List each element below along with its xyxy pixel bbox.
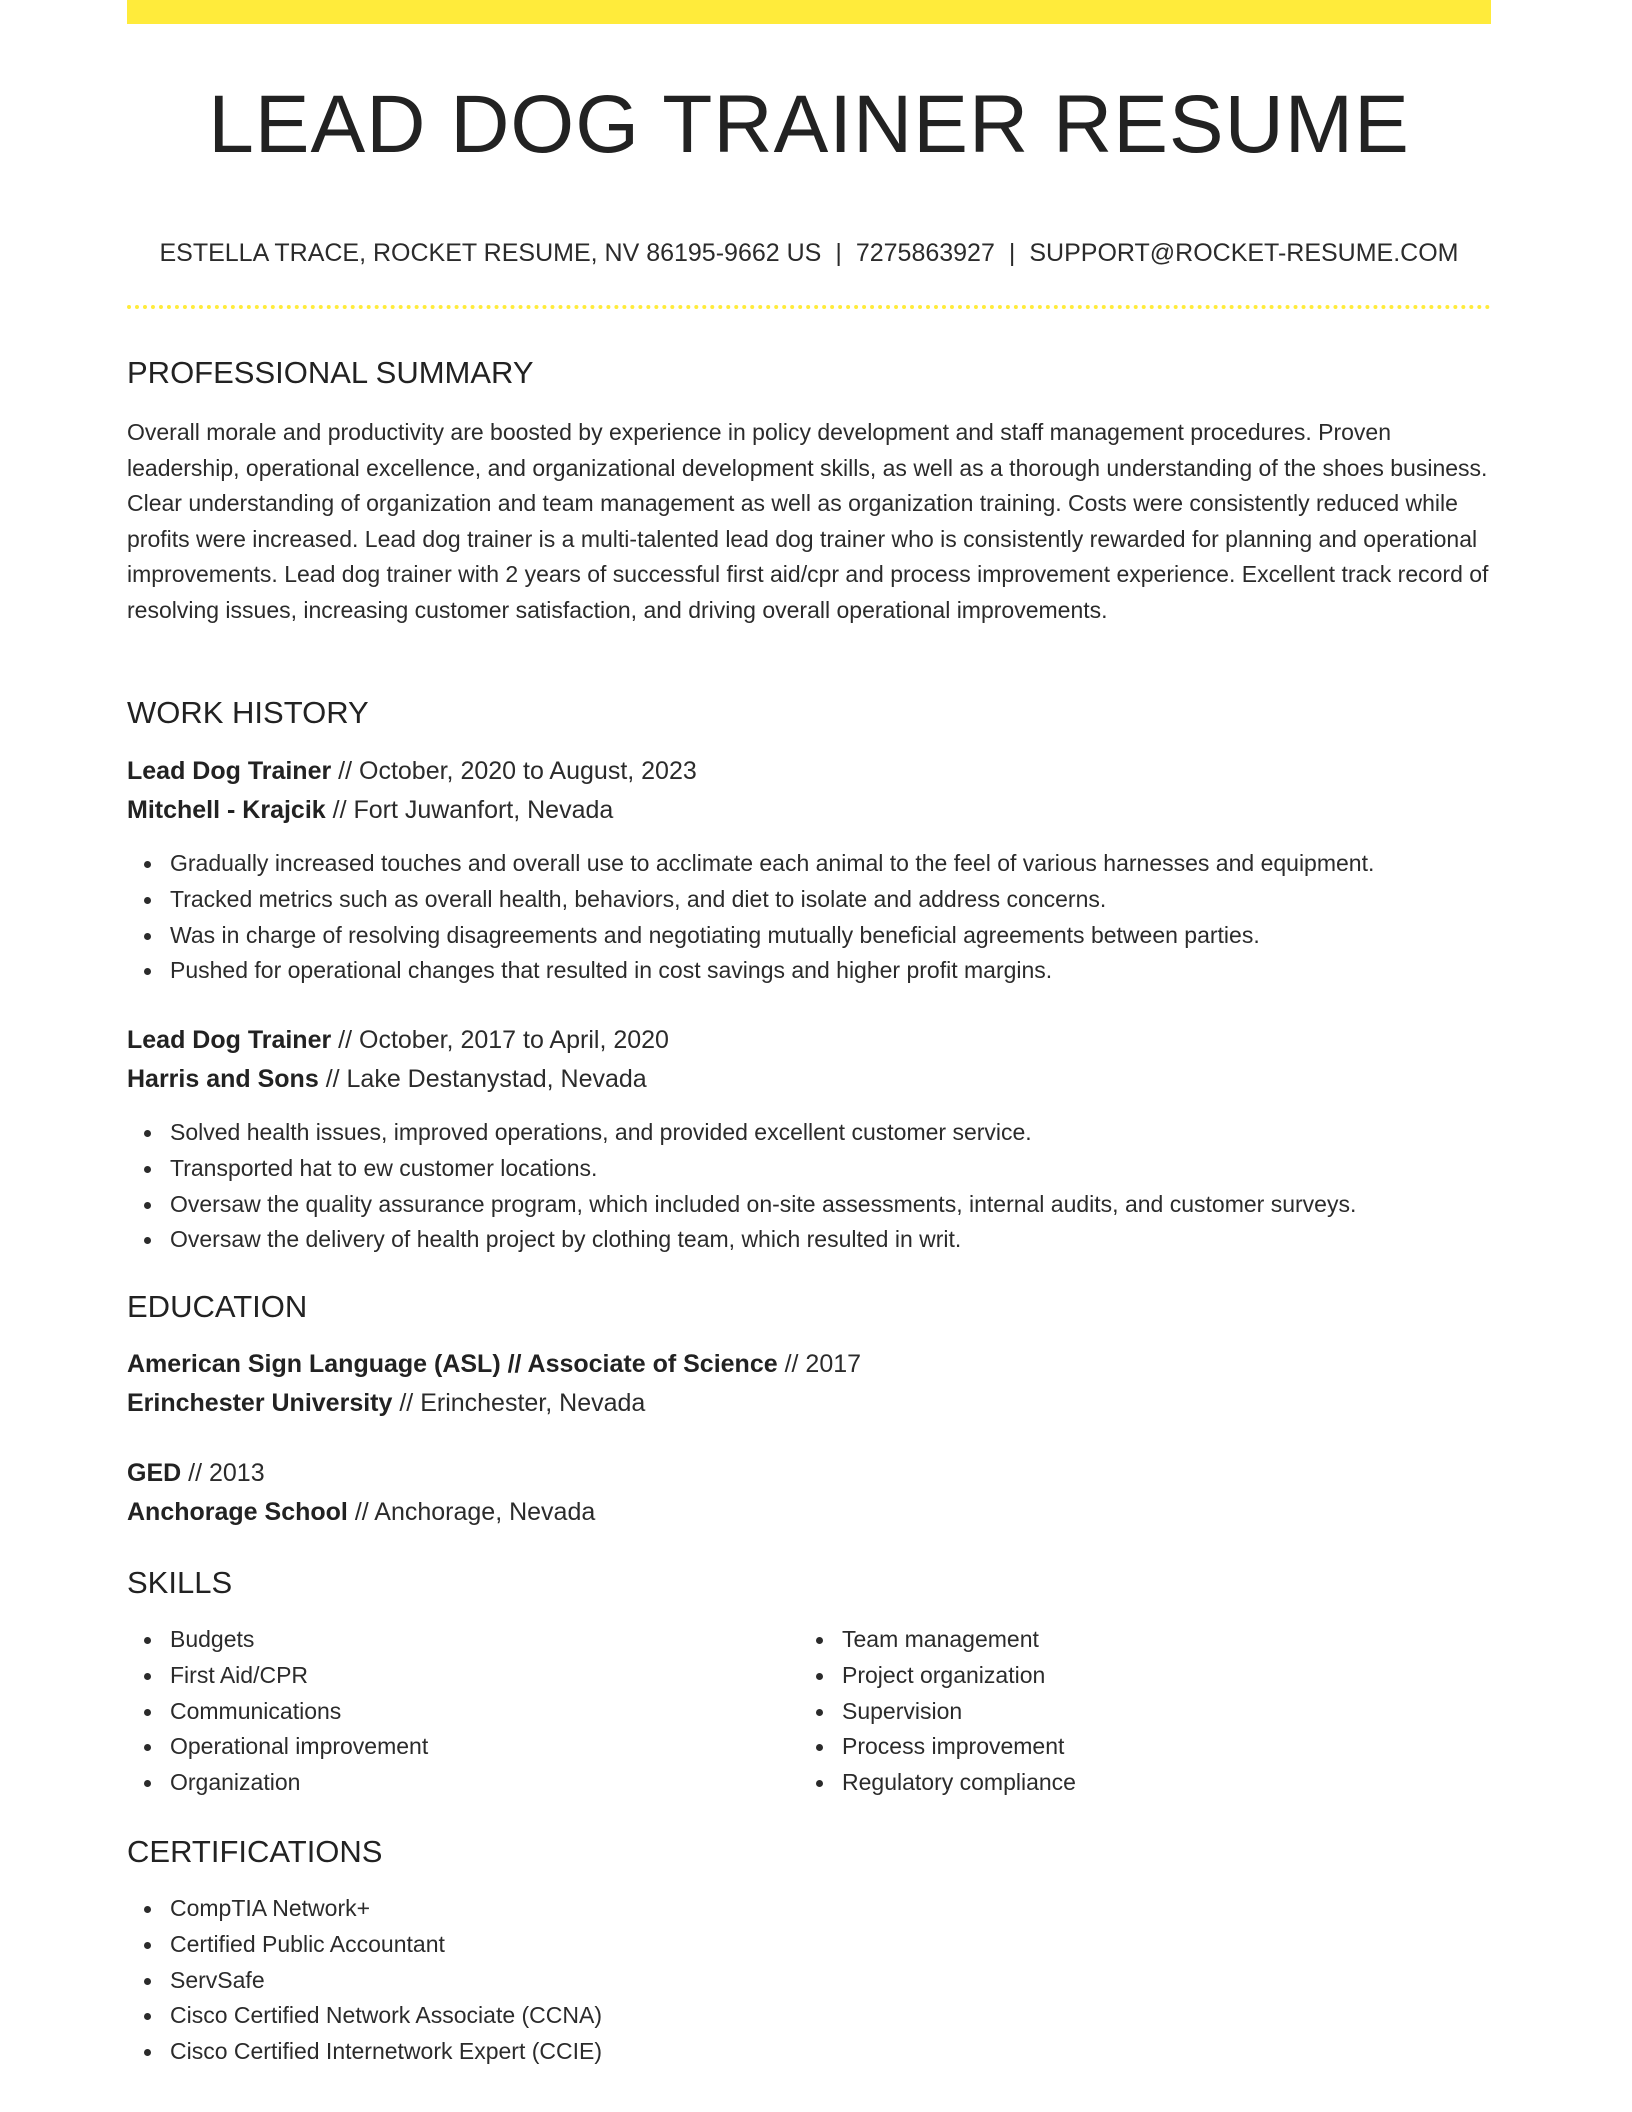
job-company: Harris and Sons [127,1065,319,1093]
skill-item: Communications [170,1694,428,1730]
contact-address: ESTELLA TRACE, ROCKET RESUME, NV 86195-9662 US [159,239,822,267]
job-entry-1 [127,752,1491,830]
skills-heading: SKILLS [127,1565,233,1600]
list-item: Transported hat to ew customer locations. [170,1151,1356,1187]
job-company: Mitchell - Krajcik [127,796,326,824]
job-1-bullets [127,846,1374,989]
job-title-line [127,1021,1491,1060]
list-item: Solved health issues, improved operations, and provided excellent customer service. [170,1115,1356,1151]
certification-item: CompTIA Network+ [170,1891,602,1927]
contact-line [127,238,1491,268]
contact-email: SUPPORT@ROCKET-RESUME.COM [1029,239,1459,267]
education-entry-2 [127,1454,1491,1532]
skills-left-list [127,1622,428,1801]
skill-item: Operational improvement [170,1729,428,1765]
education-heading: EDUCATION [127,1289,308,1324]
summary-text: Overall morale and productivity are boosted by experience in policy development and staff management procedures. Proven leadership, operational excellence, and organizational development skills, as well as a thorough understanding of the shoes business. Clear understanding of organization and team management as well as organization training. Costs were consistently reduced while profits were increased. Lead dog trainer is a multi-talented lead dog trainer who is consistently rewarded for planning and operational improvements. Lead dog trainer with 2 years of successful first aid/cpr and process improvement experience. Excellent track record of resolving issues, increasing customer satisfaction, and driving overall operational improvements. [127,419,1489,623]
accent-bar [127,0,1491,24]
degree-line [127,1454,1491,1493]
degree-line [127,1345,1491,1384]
school-line [127,1384,1491,1423]
certifications-heading: CERTIFICATIONS [127,1834,383,1869]
skill-item: First Aid/CPR [170,1658,428,1694]
contact-separator: | [1008,239,1016,267]
job-company-line [127,791,1491,830]
list-item: Tracked metrics such as overall health, behaviors, and diet to isolate and address concerns. [170,882,1374,918]
certification-item: Cisco Certified Internetwork Expert (CCIE) [170,2034,602,2070]
list-item: Was in charge of resolving disagreements and negotiating mutually beneficial agreements between parties. [170,918,1374,954]
job-title-line [127,752,1491,791]
skill-item: Process improvement [842,1729,1076,1765]
school-location: // Anchorage, Nevada [354,1498,596,1526]
degree: American Sign Language (ASL) // Associate of Science [127,1350,778,1378]
certification-item: Certified Public Accountant [170,1927,602,1963]
job-title: Lead Dog Trainer [127,1026,332,1054]
certifications-list [127,1891,602,2070]
list-item: Oversaw the delivery of health project by clothing team, which resulted in writ. [170,1222,1356,1258]
job-2-bullets [127,1115,1356,1258]
job-entry-2 [127,1021,1491,1099]
work-history-heading: WORK HISTORY [127,695,369,730]
contact-separator: | [835,239,842,267]
skill-item: Budgets [170,1622,428,1658]
skill-item: Organization [170,1765,428,1801]
degree: GED [127,1459,182,1487]
skill-item: Regulatory compliance [842,1765,1076,1801]
graduation-year: // 2017 [784,1350,862,1378]
job-location: // Lake Destanystad, Nevada [325,1065,647,1093]
skills-right-list [799,1622,1076,1801]
skill-item: Project organization [842,1658,1076,1694]
school: Anchorage School [127,1498,348,1526]
job-dates: // October, 2020 to August, 2023 [338,757,697,785]
skill-item: Supervision [842,1694,1076,1730]
job-title: Lead Dog Trainer [127,757,332,785]
certification-item: Cisco Certified Network Associate (CCNA) [170,1998,602,2034]
certification-item: ServSafe [170,1963,602,1999]
education-entry-1 [127,1345,1491,1423]
list-item: Oversaw the quality assurance program, which included on-site assessments, internal audits, and customer surveys. [170,1187,1356,1223]
graduation-year: // 2013 [188,1459,265,1487]
dotted-divider [127,305,1491,309]
school-location: // Erinchester, Nevada [399,1389,646,1417]
list-item: Pushed for operational changes that resulted in cost savings and higher profit margins. [170,953,1374,989]
job-dates: // October, 2017 to April, 2020 [338,1026,669,1054]
school: Erinchester University [127,1389,393,1417]
resume-title: LEAD DOG TRAINER RESUME [208,79,1410,170]
list-item: Gradually increased touches and overall use to acclimate each animal to the feel of various harnesses and equipment. [170,846,1374,882]
job-company-line [127,1060,1491,1099]
summary-heading: PROFESSIONAL SUMMARY [127,355,534,390]
school-line [127,1493,1491,1532]
contact-phone: 7275863927 [855,239,995,267]
skill-item: Team management [842,1622,1076,1658]
job-location: // Fort Juwanfort, Nevada [332,796,614,824]
